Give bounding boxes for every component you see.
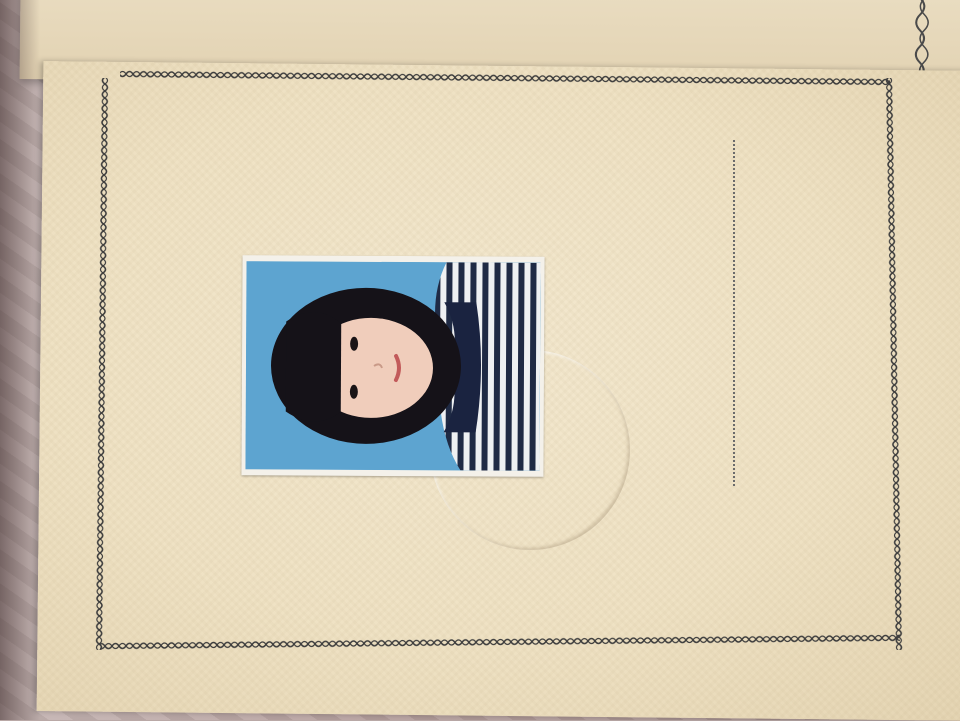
portrait-illustration [245,261,540,471]
number-underline [733,140,735,486]
photo-image [245,261,540,471]
id-photo [241,255,544,477]
